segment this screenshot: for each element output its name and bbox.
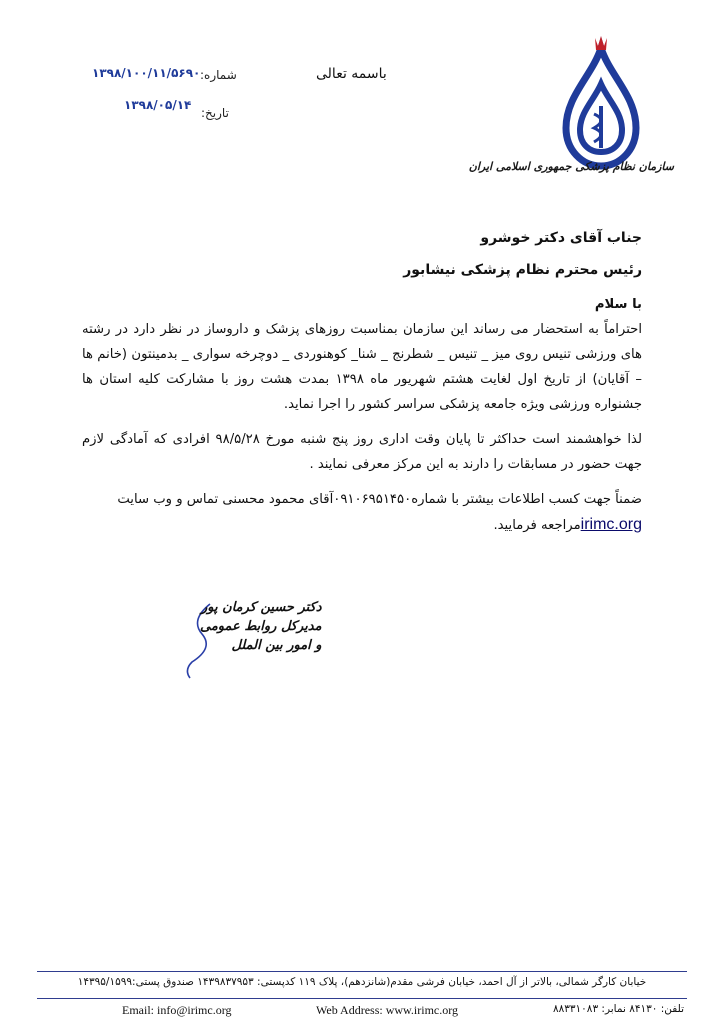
website-link[interactable]: irimc.org [580, 516, 642, 533]
recipient-line-2: رئیس محترم نظام پزشکی نیشابور [403, 262, 642, 278]
footer-divider-bottom [37, 998, 687, 999]
signatory-title-1: مدیرکل روابط عمومی [200, 619, 322, 634]
footer-web-address[interactable]: Web Address: www.irimc.org [316, 1003, 459, 1017]
footer-address: خیابان کارگر شمالی، بالاتر از آل احمد، خیابان فرشی مقدم(شانزدهم)، پلاک ۱۱۹ کدپستی: ۱۴۳۹۸۳۷۹۵۳ صندوق پستی:۱۴۳۹۵/۱۵۹۹ [77, 976, 647, 988]
recipient-line-1: جناب آقای دکتر خوشرو [480, 230, 642, 246]
recipient-block [403, 222, 642, 286]
body-paragraph-1: احتراماً به استحضار می رساند این سازمان بمناسبت روزهای پزشک و داروساز در نظر دارد در رشته های ورزشی تنیس روی میز _ تنیس _ شطرنج _ شنا_ کوهنوردی _ دوچرخه سواری _ بدمینتون (خانم ها – آقایان) از تاریخ اول لغایت هشتم شهریور ماه ۱۳۹۸ بمدت هشت روز با مشارکت کلیه استان ها جشنواره ورزشی ویژه جامعه پزشکی سراسر کشور را اجرا نماید. [82, 322, 642, 412]
letter-body [82, 292, 642, 548]
letter-number-value: ۱۳۹۸/۱۰۰/۱۱/۵۶۹۰ [92, 66, 201, 80]
greeting: با سلام [594, 297, 642, 312]
letter-date-label: تاریخ: [201, 106, 229, 120]
signatory-name: دکتر حسین کرمان پور [201, 600, 322, 615]
paragraph-3-text-end: مراجعه فرمایید. [493, 518, 581, 533]
body-paragraph-2: لذا خواهشمند است حداکثر تا پایان وقت اداری روز پنج شنبه مورخ ۹۸/۵/۲۸ افرادی که آمادگی لازم جهت حضور در مسابقات را دارند به این مرکز معرفی نمایند . [82, 432, 642, 472]
signature-block [200, 598, 322, 655]
footer-phone: تلفن: ۸۴۱۳۰ نمابر: ۸۸۳۳۱۰۸۳ [552, 1003, 684, 1015]
signatory-title-2: و امور بین الملل [231, 638, 322, 653]
logo-emblem [595, 36, 607, 50]
irimc-logo [556, 36, 646, 174]
letter-number-label: شماره: [200, 68, 237, 82]
body-paragraph-3 [82, 487, 642, 538]
basmala: باسمه تعالی [316, 66, 387, 82]
organization-name: سازمان نظام پزشکی جمهوری اسلامی ایران [468, 160, 674, 173]
footer-email[interactable]: Email: info@irimc.org [122, 1003, 232, 1017]
footer-divider-top [37, 971, 687, 972]
letter-date-value: ۱۳۹۸/۰۵/۱۴ [124, 98, 192, 112]
paragraph-3-text-start: ضمناً جهت کسب اطلاعات بیشتر با شماره۰۹۱۰۶۹۵۱۴۵۰آقای محمود محسنی تماس و وب سایت [117, 492, 642, 507]
